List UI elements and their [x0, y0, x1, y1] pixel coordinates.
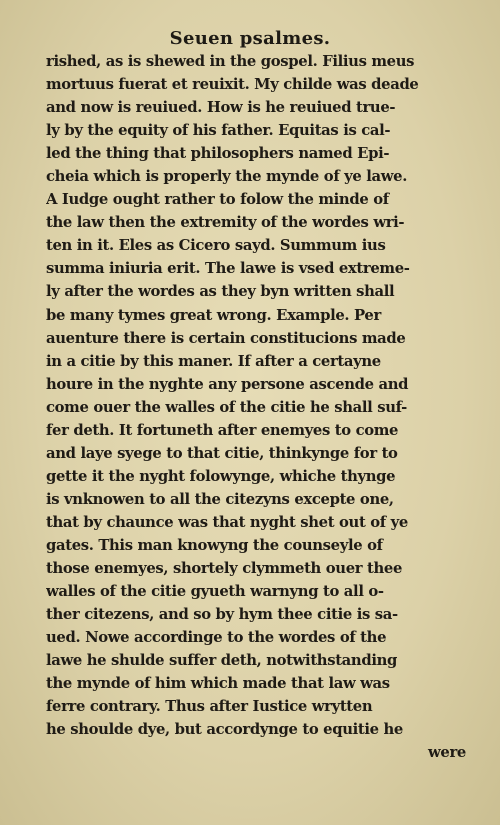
text-line: and laye syege to that citie, thinkynge for to — [46, 444, 398, 462]
body-text — [46, 50, 466, 764]
text-line: ued. Nowe accordinge to the wordes of the — [46, 629, 387, 647]
text-line: houre in the nyghte any persone ascende and — [46, 375, 409, 393]
text-line: is vnknowen to all the citezyns excepte one, — [46, 490, 394, 508]
text-line: in a citie by this maner. If after a certayne — [46, 352, 381, 370]
text-line: mortuus fuerat et reuixit. My childe was deade — [46, 76, 419, 94]
text-line: and now is reuiued. How is he reuiued true- — [46, 99, 396, 117]
text-line: gates. This man knowyng the counseyle of — [46, 536, 383, 554]
text-line: ly by the equity of his father. Equitas is cal- — [46, 122, 391, 140]
text-line: that by chaunce was that nyght shet out of ye — [46, 513, 408, 531]
catchword: were — [428, 744, 466, 762]
text-line: lawe he shulde suffer deth, notwithstanding — [46, 652, 397, 670]
running-title: Seuen psalmes. — [169, 28, 331, 49]
text-line: ferre contrary. Thus after Iustice wrytten — [46, 698, 373, 716]
text-line: auenture there is certain constitucions made — [46, 329, 406, 347]
text-line: those enemyes, shortely clymmeth ouer thee — [46, 560, 403, 578]
text-line: A Iudge ought rather to folow the minde of — [46, 191, 389, 209]
text-line: ten in it. Eles as Cicero sayd. Summum ius — [46, 237, 386, 255]
text-line: led the thing that philosophers named Epi- — [46, 145, 390, 163]
text-line: ther citezens, and so by hym thee citie is sa- — [46, 606, 398, 624]
text-line: ly after the wordes as they byn written shall — [46, 283, 395, 301]
text-line: the mynde of him which made that law was — [46, 675, 390, 693]
text-line: fer deth. It fortuneth after enemyes to come — [46, 421, 399, 439]
text-line: be many tymes great wrong. Example. Per — [46, 306, 381, 324]
text-line: the law then the extremity of the wordes wri- — [46, 214, 405, 232]
text-line: walles of the citie gyueth warnyng to all o- — [46, 583, 384, 601]
text-line: he shoulde dye, but accordynge to equitie he — [46, 721, 404, 739]
text-line: come ouer the walles of the citie he shall suf- — [46, 398, 407, 416]
text-line: gette it the nyght folowynge, whiche thynge — [46, 467, 396, 485]
text-line: rished, as is shewed in the gospel. Filius meus — [46, 53, 415, 70]
text-line: cheia which is properly the mynde of ye lawe. — [46, 168, 408, 186]
text-line: summa iniuria erit. The lawe is vsed extreme- — [46, 260, 410, 278]
